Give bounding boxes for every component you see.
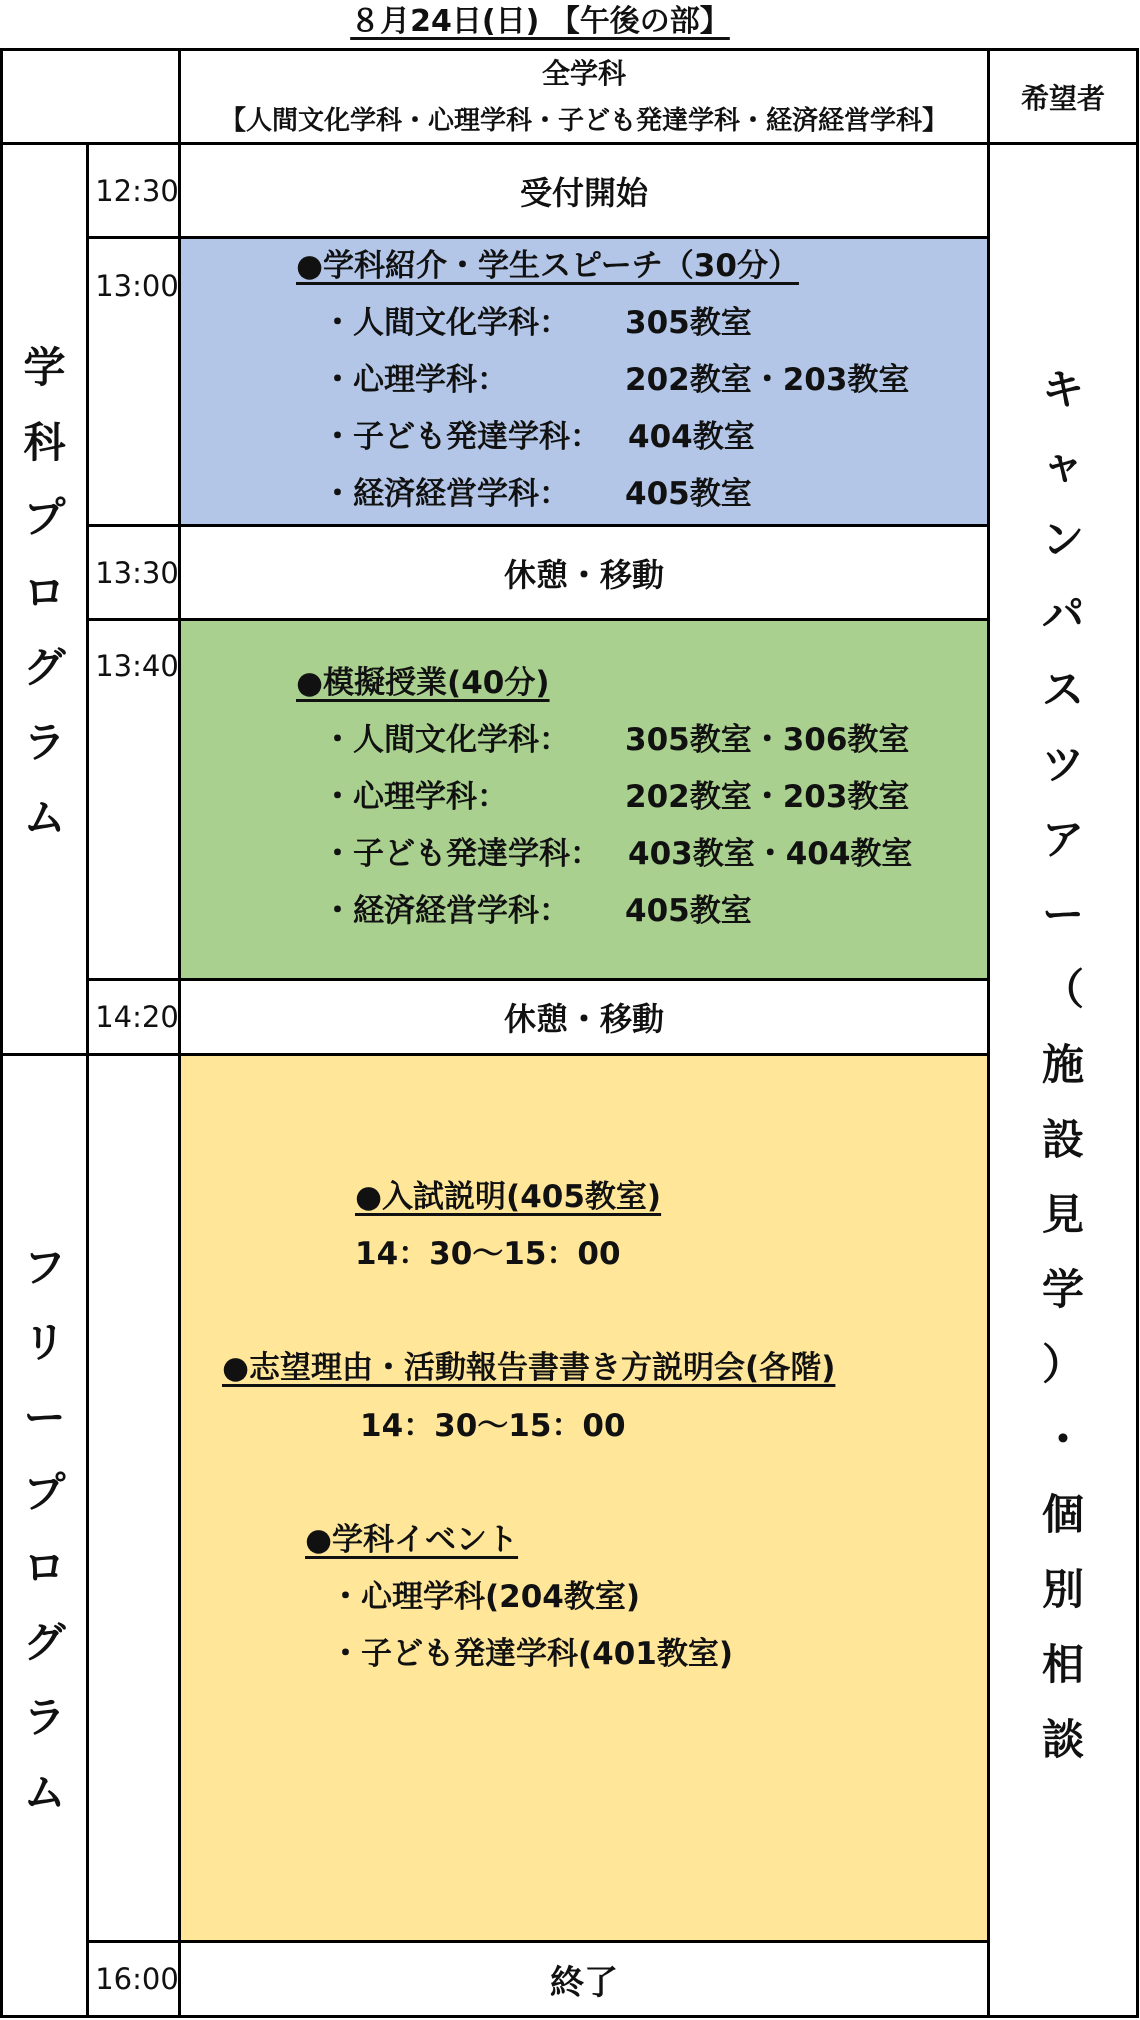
mock-room-1: 305教室・306教室 (625, 722, 910, 758)
border-top (0, 48, 1139, 51)
border-row-1230 (86, 236, 990, 239)
intro-room-2: 202教室・203教室 (625, 362, 910, 398)
reason-time: 14：30～15：00 (360, 1408, 626, 1444)
mock-dept-4: ・経済経営学科： (322, 893, 570, 929)
break2-label: 休憩・移動 (503, 1000, 664, 1038)
intro-dept-1: ・人間文化学科： (322, 305, 570, 341)
intro-dept-2: ・心理学科： (322, 362, 508, 398)
time-1340: 13:40 (95, 649, 179, 683)
header-applicants: 希望者 (1020, 82, 1105, 115)
mock-heading: ●模擬授業(40分) (296, 665, 550, 701)
event-item-2: ・子ども発達学科(401教室) (330, 1636, 734, 1672)
mock-room-4: 405教室 (625, 893, 752, 929)
exam-time: 14：30～15：00 (355, 1236, 621, 1272)
time-1300: 13:00 (95, 269, 179, 303)
mock-dept-3: ・子ども発達学科： (322, 836, 601, 872)
reason-heading: ●志望理由・活動報告書書き方説明会(各階) (222, 1350, 836, 1386)
exam-heading: ●入試説明(405教室) (355, 1179, 662, 1215)
border-right (1136, 48, 1139, 2018)
border-side-label (86, 142, 89, 2018)
event-item-1: ・心理学科(204教室) (330, 1579, 641, 1615)
intro-dept-3: ・子ども発達学科： (322, 419, 601, 455)
time-1600: 16:00 (95, 1962, 179, 1996)
border-row-1420 (0, 1053, 990, 1056)
side-label-campus-tour: キ ャ ン パ ス ツ ア ー （ 施 設 見 学 ） ・ 個 別 相 談 (1041, 365, 1084, 1764)
mock-dept-1: ・人間文化学科： (322, 722, 570, 758)
header-all-depts: 全学科 (541, 57, 626, 90)
time-1230: 12:30 (95, 173, 179, 208)
intro-room-4: 405教室 (625, 476, 752, 512)
mock-room-3: 403教室・404教室 (628, 836, 913, 872)
intro-room-1: 305教室 (625, 305, 752, 341)
intro-room-3: 404教室 (628, 419, 755, 455)
mock-room-2: 202教室・203教室 (625, 779, 910, 815)
intro-dept-4: ・経済経営学科： (322, 476, 570, 512)
border-bottom (0, 2015, 1139, 2018)
intro-heading: ●学科紹介・学生スピーチ（30分） (296, 248, 799, 284)
side-label-free-program: フ リ ー プ ロ グ ラ ム (23, 1243, 66, 1817)
reception-label: 受付開始 (519, 173, 648, 212)
end-label: 終了 (550, 1962, 618, 2003)
mock-dept-2: ・心理学科： (322, 779, 508, 815)
time-1420: 14:20 (95, 1000, 179, 1034)
event-heading: ●学科イベント (305, 1522, 519, 1558)
break1-label: 休憩・移動 (503, 555, 664, 594)
border-row-1330 (86, 618, 990, 621)
side-label-dept-program: 学 科 プ ロ グ ラ ム (23, 343, 66, 842)
page-title: ８月24日(日) 【午後の部】 (350, 4, 730, 39)
time-1330: 13:30 (95, 555, 179, 590)
header-dept-list: 【人間文化学科・心理学科・子ども発達学科・経済経営学科】 (219, 105, 948, 136)
